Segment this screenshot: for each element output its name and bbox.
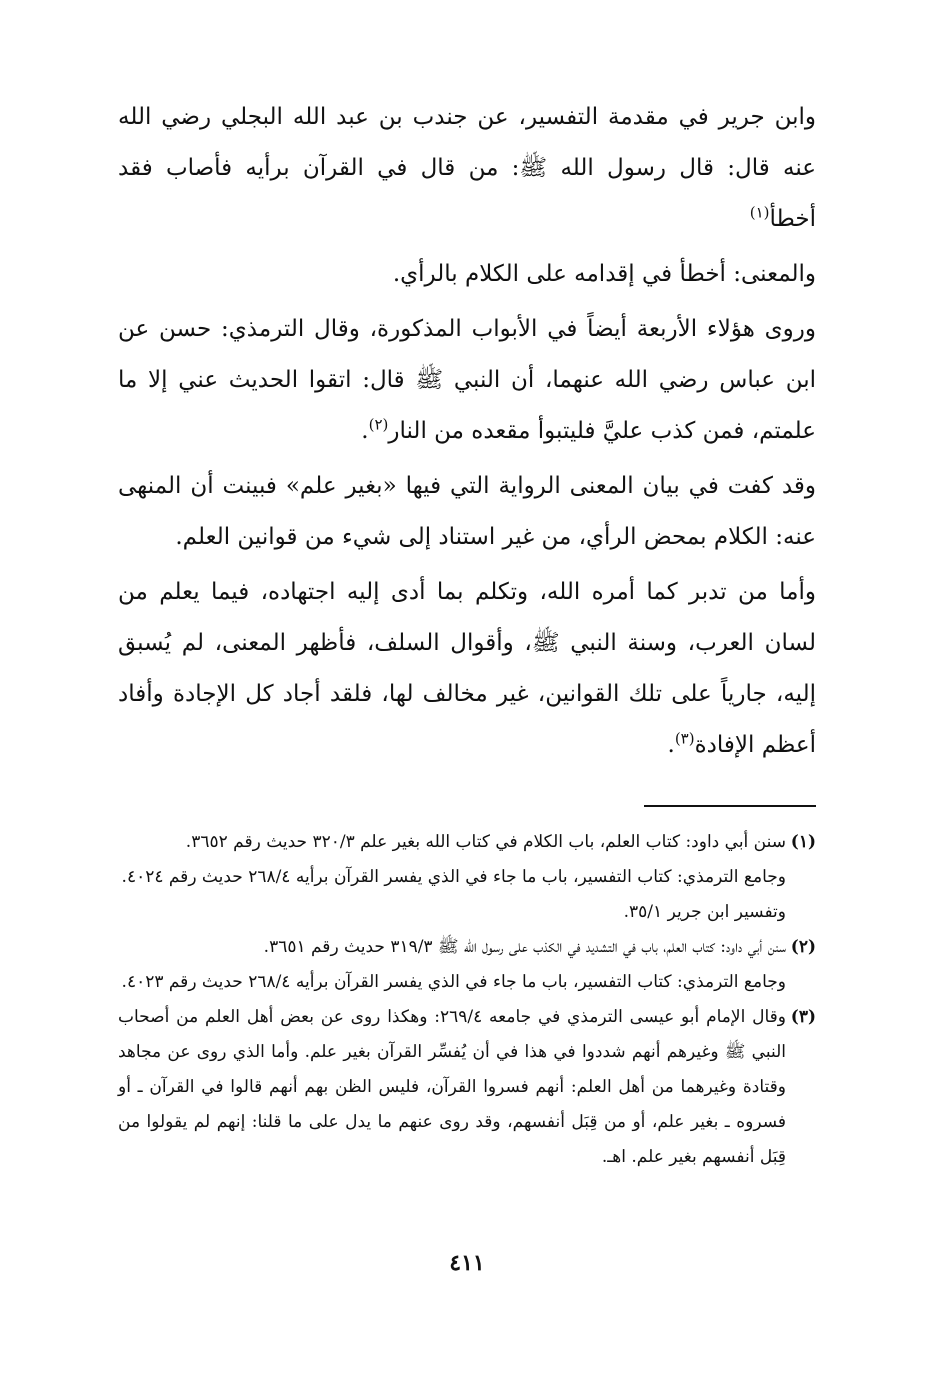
footnote-number: (٢) [790,937,816,957]
main-text [118,92,816,771]
footnote-1 [118,825,816,930]
paragraph-text: وقد كفت في بيان المعنى الرواية التي فيها «بغير علم» فبينت أن المنهى عنه: الكلام بمحض الرأي، من غير استناد إلى شيء من قوانين العلم. [118,473,816,550]
paragraph-4 [118,461,816,563]
footnote-ref-1[interactable]: (١) [749,203,770,222]
footnote-number: (٣) [790,1007,816,1027]
footnote-line: وقال الإمام أبو عيسى الترمذي في جامعه ٢٦٩/٤: وهكذا روى عن بعض أهل العلم من أصحاب النبي ﷺ وغيرهم أنهم شددوا في هذا في أن يُفسِّر القرآن بغير علم. وأما الذي روى عن مجاهد وقتادة وغيرهما من أهل العلم: أنهم فسروا القرآن، فليس الظن بهم أنهم قالوا في القرآن ـ أو فسروه ـ بغير علم، أو من قِبَل أنفسهم، وقد روى عنهم ما يدل على ما قلنا: إنهم لم يقولوا من قِبَل أنفسهم بغير علم. اهـ. [118,1007,786,1167]
footnote-line: وتفسير ابن جرير ٣٥/١. [623,902,786,922]
footnote-2 [118,930,816,1000]
paragraph-5 [118,567,816,771]
footnote-ref-2[interactable]: (٢) [368,415,389,434]
paragraph-1 [118,92,816,245]
paragraph-2 [118,249,816,300]
footnote-line: سنن أبي داود: كتاب العلم، باب الكلام في كتاب الله بغير علم ٣٢٠/٣ حديث رقم ٣٦٥٢. [185,832,786,852]
footnote-line: وجامع الترمذي: كتاب التفسير، باب ما جاء في الذي يفسر القرآن برأيه ٢٦٨/٤ حديث رقم ٤٠٢٤. [121,867,786,887]
footnote-number: (١) [790,832,816,852]
footnote-line: سنن أبي داود: كتاب العلم، باب في التشديد في الكذب على رسول الله ﷺ ٣١٩/٣ حديث رقم ٣٦٥١. [263,937,786,957]
footnote-separator [644,805,816,807]
footnotes [118,825,816,1175]
footnote-3 [118,1000,816,1175]
footnote-ref-3[interactable]: (٣) [674,729,695,748]
paragraph-text: وأما من تدبر كما أمره الله، وتكلم بما أدى إليه اجتهاده، فيما يعلم من لسان العرب، وسنة النبي ﷺ، وأقوال السلف، فأظهر المعنى، لم يُسبق إليه، جارياً على تلك القوانين، غير مخالف لها، فلقد أجاد كل الإجادة وأفاد أعظم الإفادة [118,579,816,758]
paragraph-end: . [667,732,675,758]
paragraph-text: والمعنى: أخطأ في إقدامه على الكلام بالرأي. [392,261,816,287]
paragraph-text: وابن جرير في مقدمة التفسير، عن جندب بن عبد الله البجلي رضي الله عنه قال: قال رسول الله ﷺ: من قال في القرآن برأيه فأصاب فقد أخطأ [118,104,816,232]
paragraph-3 [118,304,816,457]
paragraph-text: وروى هؤلاء الأربعة أيضاً في الأبواب المذكورة، وقال الترمذي: حسن عن ابن عباس رضي الله عنهما، أن النبي ﷺ قال: اتقوا الحديث عني إلا ما علمتم، فمن كذب عليَّ فليتبوأ مقعده من النار [118,316,816,444]
page-number: ٤١١ [449,1250,485,1276]
footnote-line: وجامع الترمذي: كتاب التفسير، باب ما جاء في الذي يفسر القرآن برأيه ٢٦٨/٤ حديث رقم ٤٠٢٣. [121,972,786,992]
paragraph-end: . [361,418,369,444]
